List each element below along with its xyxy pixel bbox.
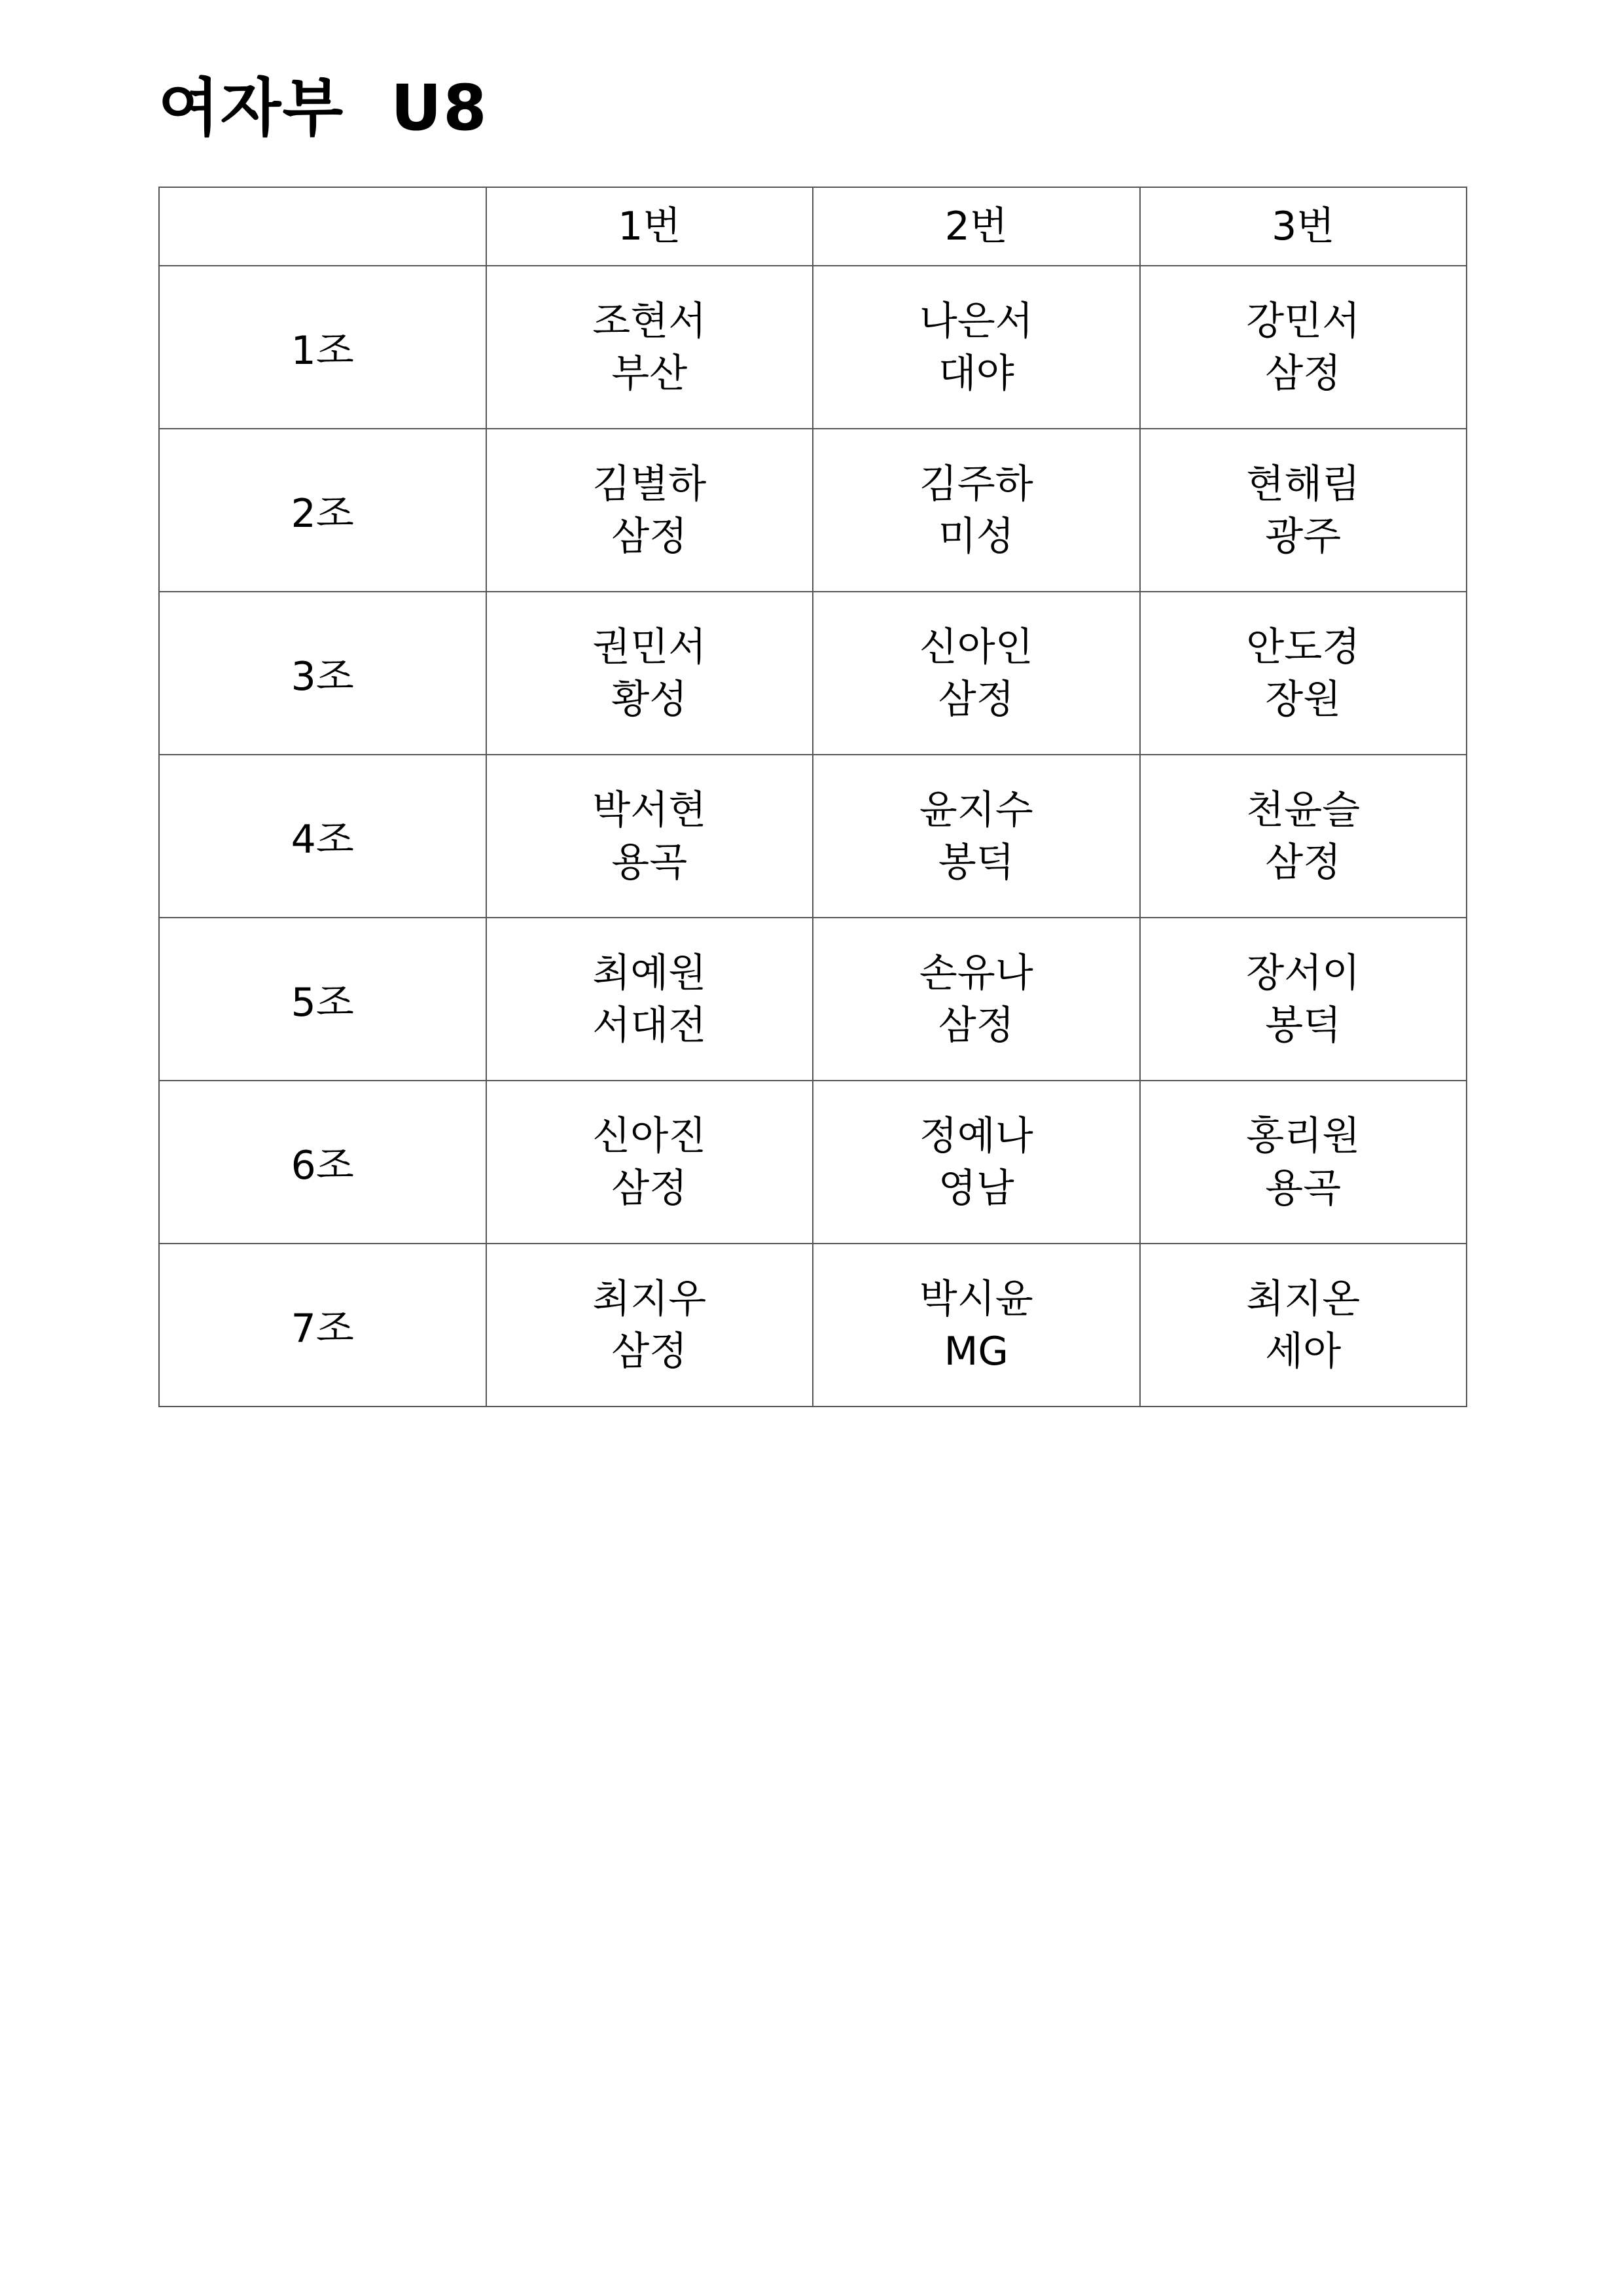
- player-club: MG: [944, 1328, 1008, 1374]
- player-club: 삼정: [938, 676, 1014, 723]
- player-cell: [486, 429, 813, 592]
- table-row: [159, 755, 1467, 918]
- player-club: 삼정: [1265, 839, 1342, 886]
- player-cell: [1140, 266, 1467, 429]
- player-name: 신아진: [592, 1113, 707, 1159]
- player-club: 삼정: [611, 1165, 688, 1211]
- player-name: 최지우: [592, 1276, 707, 1322]
- player-club: 용곡: [611, 839, 688, 886]
- player-club: 미성: [938, 513, 1014, 560]
- player-cell: [813, 266, 1140, 429]
- player-cell: [486, 1244, 813, 1407]
- group-table: [158, 187, 1467, 1407]
- player-name: 박시윤: [919, 1276, 1033, 1322]
- group-label: 5조: [159, 918, 486, 1081]
- player-cell: [1140, 755, 1467, 918]
- player-name: 김주하: [919, 461, 1033, 507]
- player-cell: [486, 592, 813, 755]
- player-club: 장원: [1265, 676, 1342, 723]
- player-name: 권민서: [592, 624, 707, 670]
- table-row: [159, 266, 1467, 429]
- group-label: 3조: [159, 592, 486, 755]
- player-cell: [1140, 1244, 1467, 1407]
- player-name: 강민서: [1246, 298, 1361, 344]
- player-club: 대야: [938, 350, 1014, 397]
- page-title: 여자부 U8: [158, 71, 488, 145]
- player-name: 홍리원: [1246, 1113, 1361, 1159]
- player-name: 천윤슬: [1246, 787, 1361, 833]
- player-club: 용곡: [1265, 1165, 1342, 1211]
- column-header-3: 3번: [1140, 187, 1467, 266]
- column-header-1: 1번: [486, 187, 813, 266]
- player-cell: [1140, 429, 1467, 592]
- group-label: 6조: [159, 1081, 486, 1244]
- player-club: 삼정: [938, 1002, 1014, 1049]
- player-name: 나은서: [919, 298, 1033, 344]
- player-cell: [813, 429, 1140, 592]
- player-cell: [1140, 592, 1467, 755]
- group-label: 7조: [159, 1244, 486, 1407]
- table-row: [159, 1244, 1467, 1407]
- group-label: 2조: [159, 429, 486, 592]
- player-cell: [813, 755, 1140, 918]
- player-name: 안도경: [1246, 624, 1361, 670]
- table-row: [159, 1081, 1467, 1244]
- player-club: 부산: [611, 350, 688, 397]
- player-cell: [813, 1244, 1140, 1407]
- player-name: 정예나: [919, 1113, 1033, 1159]
- group-label: 1조: [159, 266, 486, 429]
- player-club: 봉덕: [938, 839, 1014, 886]
- player-cell: [486, 1081, 813, 1244]
- player-club: 삼정: [1265, 350, 1342, 397]
- table-row: [159, 429, 1467, 592]
- player-club: 황성: [611, 676, 688, 723]
- player-cell: [813, 592, 1140, 755]
- column-header-blank: [159, 187, 486, 266]
- player-name: 최지온: [1246, 1276, 1361, 1322]
- player-cell: [813, 1081, 1140, 1244]
- player-name: 조현서: [592, 298, 707, 344]
- player-club: 삼정: [611, 1328, 688, 1374]
- player-cell: [486, 266, 813, 429]
- player-club: 서대전: [592, 1002, 707, 1049]
- player-cell: [486, 755, 813, 918]
- table-header: [159, 187, 1467, 266]
- table-row: [159, 918, 1467, 1081]
- player-name: 현해림: [1246, 461, 1361, 507]
- table-row: [159, 592, 1467, 755]
- player-club: 영남: [938, 1165, 1014, 1211]
- player-name: 최예원: [592, 950, 707, 996]
- player-name: 김별하: [592, 461, 707, 507]
- player-name: 장서이: [1246, 950, 1361, 996]
- player-name: 신아인: [919, 624, 1033, 670]
- header-row: [159, 187, 1467, 266]
- player-cell: [1140, 918, 1467, 1081]
- player-club: 봉덕: [1265, 1002, 1342, 1049]
- player-club: 삼정: [611, 513, 688, 560]
- player-name: 윤지수: [919, 787, 1033, 833]
- player-cell: [486, 918, 813, 1081]
- player-cell: [1140, 1081, 1467, 1244]
- player-cell: [813, 918, 1140, 1081]
- player-club: 세아: [1265, 1328, 1342, 1374]
- player-name: 손유나: [919, 950, 1033, 996]
- player-name: 박서현: [592, 787, 707, 833]
- column-header-2: 2번: [813, 187, 1140, 266]
- player-club: 광주: [1265, 513, 1342, 560]
- table-body: [159, 266, 1467, 1407]
- group-label: 4조: [159, 755, 486, 918]
